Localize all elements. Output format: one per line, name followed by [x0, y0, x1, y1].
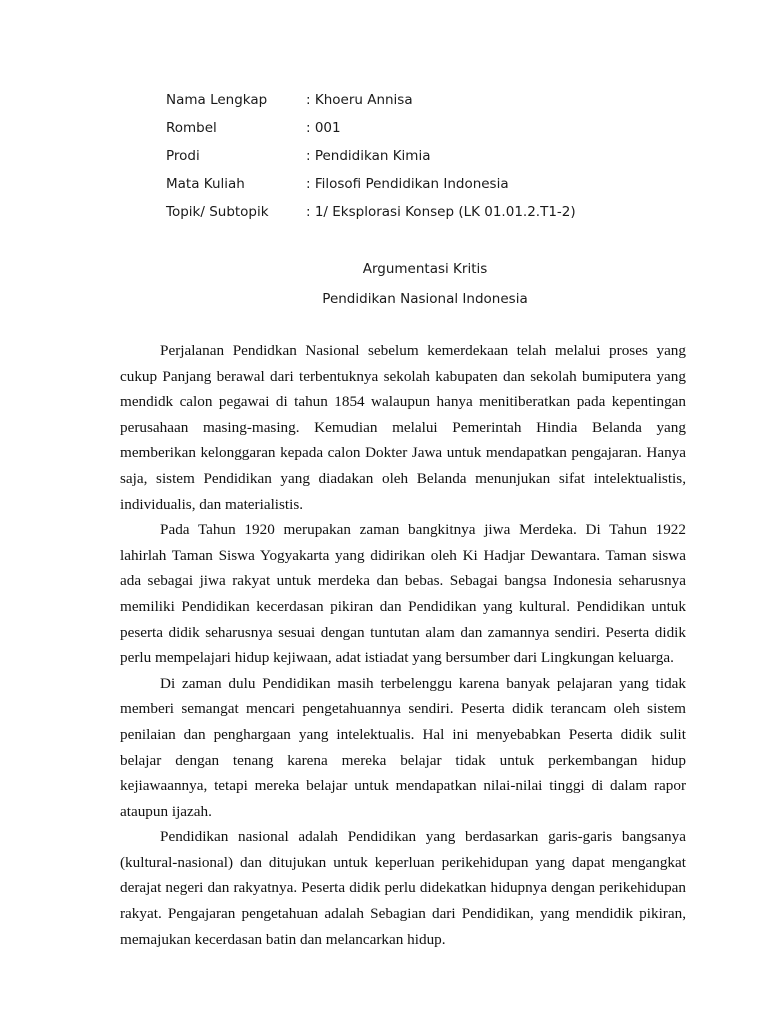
info-label: Mata Kuliah — [166, 176, 245, 192]
info-row-course — [166, 170, 576, 198]
essay-body — [120, 338, 686, 952]
info-label: Rombel — [166, 120, 217, 136]
student-info — [166, 86, 576, 226]
document-title: Argumentasi Kritis — [362, 261, 488, 277]
paragraph: Di zaman dulu Pendidikan masih terbelenggu karena banyak pelajaran yang tidak memberi semangat mencari pengetahuannya sendiri. Peserta didik terancam oleh sistem penilaian dan penghargaan yang intelektualis. Hal ini menyebabkan Peserta didik sulit belajar dengan tenang karena mereka belajar tidak untuk perkembangan hidup kejiawaannya, tetapi mereka belajar untuk mendapatkan nilai-nilai tinggi di dalam rapor ataupun ijazah. — [120, 674, 686, 820]
info-label: Topik/ Subtopik — [166, 204, 269, 220]
info-value: : Pendidikan Kimia — [306, 148, 431, 164]
info-label: Prodi — [166, 148, 200, 164]
info-value: : Filosofi Pendidikan Indonesia — [306, 176, 509, 192]
info-row-rombel — [166, 114, 576, 142]
info-row-name — [166, 86, 576, 114]
info-row-topic — [166, 198, 576, 226]
document-subtitle: Pendidikan Nasional Indonesia — [322, 291, 528, 307]
paragraph: Perjalanan Pendidkan Nasional sebelum kemerdekaan telah melalui proses yang cukup Panjang berawal dari terbentuknya sekolah kabupaten dan sekolah bumiputera yang mendidk calon pegawai di tahun 1854 walaupun hanya menitiberatkan pada kepentingan perusahaan masing-masing. Kemudian melalui Pemerintah Hindia Belanda yang memberikan kelonggaran kepada calon Dokter Jawa untuk mendapatkan pengajaran. Hanya saja, sistem Pendidikan yang diadakan oleh Belanda menunjukan sifat intelektualistis, individualis, dan materialistis. — [120, 342, 686, 513]
info-label: Nama Lengkap — [166, 92, 268, 108]
info-row-prodi — [166, 142, 576, 170]
paragraph: Pendidikan nasional adalah Pendidikan yang berdasarkan garis-garis bangsanya (kultural-nasional) dan ditujukan untuk keperluan perikehidupan yang dapat mengangkat derajat negeri dan rakyatnya. Peserta didik perlu didekatkan hidupnya dengan perikehidupan rakyat. Pengajaran pengetahuan adalah Sebagian dari Pendidikan, yang mendidik pikiran, memajukan kecerdasan batin dan melancarkan hidup. — [120, 828, 686, 948]
info-value: : 1/ Eksplorasi Konsep (LK 01.01.2.T1-2) — [306, 204, 576, 220]
info-value: : Khoeru Annisa — [306, 92, 413, 108]
paragraph: Pada Tahun 1920 merupakan zaman bangkitnya jiwa Merdeka. Di Tahun 1922 lahirlah Taman Siswa Yogyakarta yang didirikan oleh Ki Hadjar Dewantara. Taman siswa ada sebagai jiwa rakyat untuk merdeka dan bebas. Sebagai bangsa Indonesia seharusnya memiliki Pendidikan kecerdasan pikiran dan Pendidikan yang kultural. Pendidikan untuk peserta didik seharusnya sesuai dengan tuntutan alam dan zamannya sendiri. Peserta didik perlu mempelajari hidup kejiwaan, adat istiadat yang bersumber dari Lingkungan keluarga. — [120, 521, 686, 667]
info-value: : 001 — [306, 120, 341, 136]
title-block — [0, 254, 768, 314]
